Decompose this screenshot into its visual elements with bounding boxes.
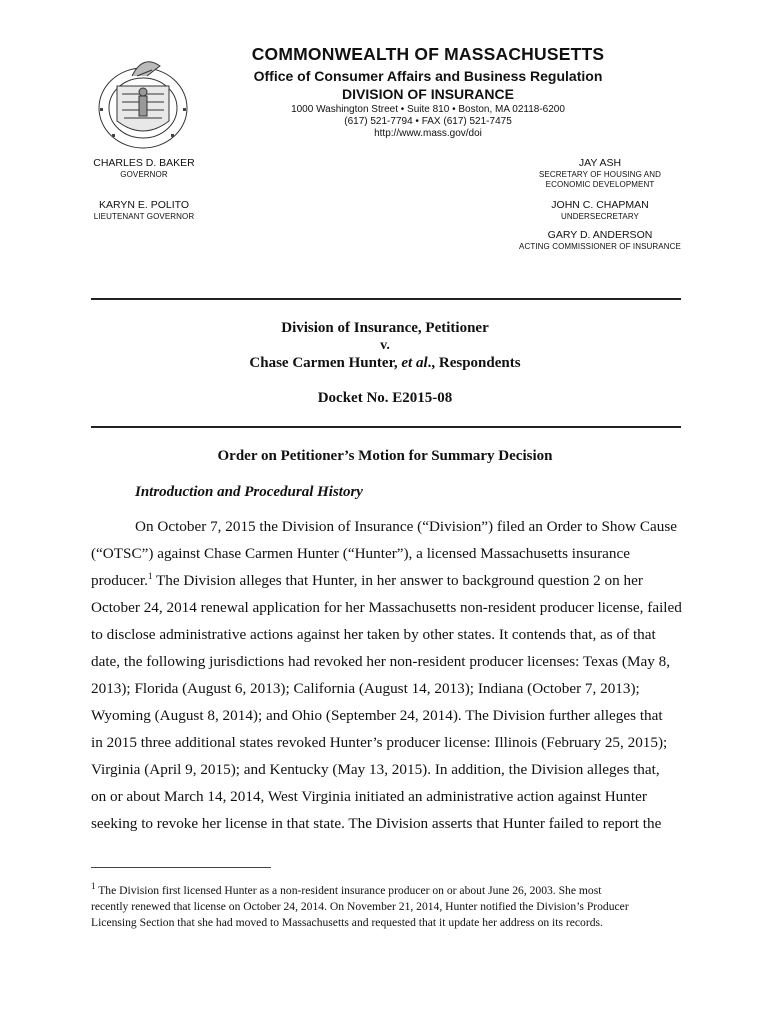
office-title: Office of Consumer Affairs and Business Regulation [253, 68, 603, 84]
secretary-name: JAY ASH [578, 157, 622, 169]
governor-name: CHARLES D. BAKER [93, 157, 195, 169]
section-heading: Introduction and Procedural History [135, 484, 363, 500]
massachusetts-seal-icon [92, 46, 194, 152]
undersecretary-name: JOHN C. CHAPMAN [551, 199, 649, 211]
lt-governor-name: KARYN E. POLITO [98, 199, 190, 211]
governor-title: GOVERNOR [120, 170, 168, 179]
undersecretary-title: UNDERSECRETARY [560, 212, 639, 221]
phone-line: (617) 521-7794 • FAX (617) 521-7475 [344, 116, 512, 128]
footnote-divider [91, 867, 271, 868]
body-line: Wyoming (August 8, 2014); and Ohio (September 24, 2014). The Division further alleges that [91, 707, 663, 724]
body-line [91, 572, 681, 590]
petitioner-line: Division of Insurance, Petitioner [281, 320, 489, 336]
secretary-title-line2: ECONOMIC DEVELOPMENT [545, 180, 655, 189]
footnote-line: Licensing Section that she had moved to Massachusetts and requested that it update her address on its records. [91, 916, 603, 929]
secretary-title-line1: SECRETARY OF HOUSING AND [539, 170, 661, 179]
footnote-text: The Division first licensed Hunter as a non-resident insurance producer on or about June 26, 2003. She most [95, 884, 602, 897]
top-divider [91, 298, 681, 300]
body-line: 2013); Florida (August 6, 2013); California (August 14, 2013); Indiana (October 7, 2013); [91, 680, 640, 697]
footnote-ref[interactable]: 1 [147, 570, 153, 581]
address-line: 1000 Washington Street • Suite 810 • Boston, MA 02118-6200 [291, 104, 565, 115]
body-text: The Division alleges that Hunter, in her answer to background question 2 on her [152, 572, 643, 589]
docket-number: Docket No. E2015-08 [317, 390, 453, 406]
respondent-etal: et al [401, 355, 428, 371]
respondent-name: Chase Carmen Hunter, [249, 355, 402, 371]
respondent-suffix: ., Respondents [427, 355, 521, 371]
body-line: on or about March 14, 2014, West Virginia initiated an administrative action against Hunter [91, 788, 647, 805]
website-link[interactable]: http://www.mass.gov/doi [374, 128, 482, 140]
commonwealth-title: COMMONWEALTH OF MASSACHUSETTS [251, 44, 605, 64]
versus-line: v. [380, 338, 390, 353]
body-line: seeking to revoke her license in that state. The Division asserts that Hunter failed to report the [91, 815, 662, 832]
footnote-marker: 1 [91, 881, 96, 892]
commissioner-name: GARY D. ANDERSON [547, 229, 653, 241]
footnote-line [91, 881, 691, 897]
commissioner-title: ACTING COMMISSIONER OF INSURANCE [519, 242, 681, 251]
division-title: DIVISION OF INSURANCE [342, 86, 514, 102]
lt-governor-title: LIEUTENANT GOVERNOR [93, 212, 195, 221]
body-text: producer. [91, 572, 148, 589]
body-line: date, the following jurisdictions had revoked her non-resident producer licenses: Texas (May 8, [91, 653, 670, 670]
order-title: Order on Petitioner’s Motion for Summary Decision [217, 448, 553, 464]
body-line: (“OTSC”) against Chase Carmen Hunter (“Hunter”), a licensed Massachusetts insurance [91, 545, 630, 562]
body-line: in 2015 three additional states revoked Hunter’s producer license: Illinois (February 25, 2015); [91, 734, 668, 751]
body-line: On October 7, 2015 the Division of Insurance (“Division”) filed an Order to Show Cause [135, 518, 677, 535]
body-line: October 24, 2014 renewal application for her Massachusetts non-resident producer license, failed [91, 599, 682, 616]
respondent-line [0, 355, 770, 372]
footnote-line: recently renewed that license on October 24, 2014. On November 21, 2014, Hunter notified the Division’s Producer [91, 900, 629, 913]
body-line: to disclose administrative actions against her taken by other states. It contends that, as of that [91, 626, 656, 643]
bottom-divider [91, 426, 681, 428]
address-block [248, 104, 608, 141]
body-line: Virginia (April 9, 2015); and Kentucky (May 13, 2015). In addition, the Division alleges that, [91, 761, 660, 778]
